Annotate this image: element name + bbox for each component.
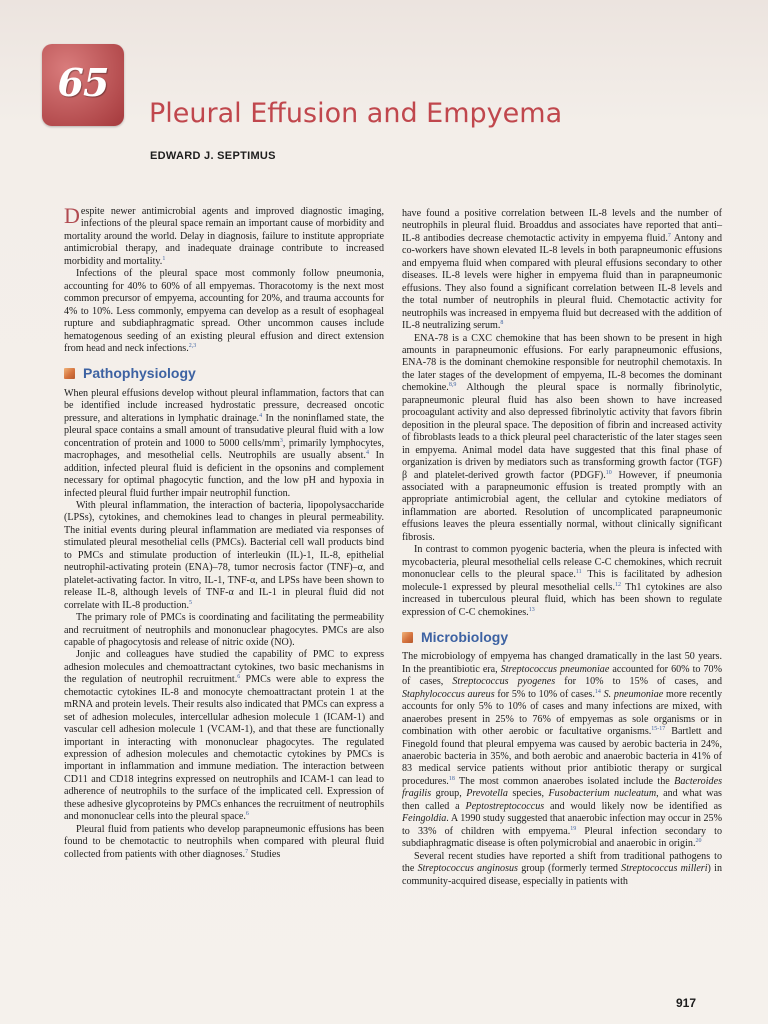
right-paragraph-3: In contrast to common pyogenic bacteria, when the pleura is infected with mycobacteria, pleural mesothelial cells release C-C chemokines, which recruit mononuclear cells to the pleural space.$^{11}$ This is facilitated by adhesion molecule-1 expressed by pleural mesothelial cells.$^{12}$ Th1 cytokines are also increased in tuberculous pleural fluid, which has been shown to regulate expression of C-C chemokines.$^{13}$ [402, 544, 723, 618]
right-column [402, 208, 722, 888]
chapter-number: 65 [57, 60, 109, 105]
patho-paragraph-3: The primary role of PMCs is coordinating and facilitating the permeability and recruitment of neutrophils and mononuclear phagocytes. PMCs are also capable of phagocytosis and release of nitric oxide (NO). [64, 612, 384, 648]
page-number: 917 [676, 996, 697, 1010]
right-paragraph-2: ENA-78 is a CXC chemokine that has been shown to be present in high amounts in parapneumonic effusions. For early parapneumonic effusions, ENA-78 is the dominant chemokine responsible for neutrophil chemotaxis. In the later stages of the development of empyema, IL-8 becomes the dominant chemokine.$^{8,9}$ Although the pleural space is normally fibrinolytic, parapneumonic pleural fluid has also been shown to have increased procoagulant activity and also depressed fibrinolytic activity that favors fibrin deposition in the pleural space. The deposition of fibrin and increased activity of fibroblasts leads to a thick pleural peel characteristic of the later stages seen in empyema. Animal model data have suggested that this final phase of organization is driven by mediators such as transforming growth factor (TGF) β and platelet-derived growth factor (PDGF).$^{10}$ However, if pneumonia associated with a parapneumonic effusion is treated promptly with an appropriate antimicrobial agent, the cellular and cytokine mediators of inflammation are aborted. Resolution of uncomplicated parapneumonic effusions leaves the pleura essentially normal, without clinically significant fibrosis. [402, 332, 722, 543]
microbiology-heading: Microbiology [402, 631, 722, 643]
section-bullet-icon [402, 632, 413, 643]
drop-cap: D [64, 203, 80, 228]
micro-paragraph-2: Several recent studies have reported a shift from traditional pathogens to the Streptococcus anginosus group (formerly termed Streptococcus milleri) in community-acquired disease, especially in patients with [402, 850, 722, 887]
left-column [64, 203, 384, 861]
pathophysiology-heading: Pathophysiology [64, 367, 384, 379]
patho-paragraph-4: Jonjic and colleagues have studied the capability of PMC to express adhesion molecules and chemoattractant cytokines, two basic mechanisms in the regulation of neutrophil recruitment.$^6$ PMCs were able to express the chemotactic cytokines IL-8 and monocyte chemoattractant protein 1 at the mRNA and protein levels. Their results also indicated that PMCs can express a set of adhesion molecules, intercellular adhesion molecule 1 (ICAM-1) and vascular cell adhesion molecule 1 (VCAM-1), and that these are functionally important in interacting with mononuclear phagocytes. The regulated expression of adhesion molecules and chemotactic cytokines by PMCs is important in inflammation and immune mediation. The interaction between CD11 and CD18 integrins expressed on neutrophils and ICAM-1 can lead to adherence of neutrophils to the surface of the implicated cell. Expression of these adhesive glycoproteins by PMCs enhances the recruitment of neutrophils and mononuclear cells into the pleural space.$^6$ [64, 649, 384, 823]
intro-paragraph-2: Infections of the pleural space most commonly follow pneumonia, accounting for 40% to 60% of all empyemas. Thoracotomy is the next most common precursor of empyema, accounting for 20%, and trauma accounts for 4% to 10%. Less commonly, empyema can develop as a result of esophageal rupture and subdiaphragmatic spread. Other uncommon causes include hematogenous seeding of an existing pleural effusion and direct extension from head and neck infections.$^{2,3}$ [64, 268, 384, 354]
patho-paragraph-5: Pleural fluid from patients who develop parapneumonic effusions has been found to be chemotactic to neutrophils when compared with pleural fluid collected from patients with other diagnoses.$^7$ Studies [64, 823, 384, 860]
section-bullet-icon [64, 368, 75, 379]
author-name: EDWARD J. SEPTIMUS [150, 150, 276, 162]
citation: 2,3 [188, 342, 197, 349]
right-paragraph-1: have found a positive correlation between IL-8 levels and the number of neutrophils in pleural fluid. Broaddus and associates have reported that anti–IL-8 antibodies decrease chemotactic activity in empyema fluid.$^7$ Antony and co-workers have shown elevated IL-8 levels in both parapneumonic effusions and empyema fluid when compared with pleural effusions secondary to other diseases. IL-8 levels were higher in empyema fluid than in parapneumonic effusions. They also found a significant correlation between IL-8 levels and the total number of neutrophils in pleural fluid. Chemotactic activity for neutrophils was increased in empyema fluid but decreased with the addition of IL-8 neutralizing serum.$^8$ [402, 208, 722, 332]
chapter-badge [42, 44, 124, 126]
patho-paragraph-2: With pleural inflammation, the interaction of bacteria, lipopolysaccharide (LPSs), cytokines, and chemokines lead to changes in pleural permeability. The initial events during pleural inflammation are mediated via responses of stimulated pleural mesothelial cells (PMCs). Bacterial cell wall products bind to PMCs and stimulate production of interleukin (IL)-1, IL-8, epithelial neutrophil-activating protein (ENA)–78, tumor necrosis factor (TNF)–α, and platelet-activating factor. In vitro, IL-1, TNF-α, and LPSs have been shown to release IL-8, although levels of TNF-α and IL-1 in pleural fluid did not correlate with IL-8 production.$^5$ [64, 499, 384, 611]
intro-paragraph-1: Despite newer antimicrobial agents and improved diagnostic imaging, infections of the pleural space remain an important cause of morbidity and mortality around the world. Delay in diagnosis, failure to institute appropriate antimicrobial therapy, and inadequate drainage contribute to increased morbidity and mortality.$^1$ [64, 203, 384, 267]
patho-paragraph-1: When pleural effusions develop without pleural inflammation, factors that can be identified include increased hydrostatic pressure, decreased oncotic pressure, and alterations in lymphatic drainage.$^4$ In the noninflamed state, the pleural space contains a small amount of transudative pleural fluid with a low concentration of protein and 1000 to 5000 cells/$mm^3$, primarily lymphocytes, macrophages, and mesothelial cells. Neutrophils are usually absent.$^4$ In addition, infected pleural fluid is deficient in the opsonins and complement necessary for optimal phagocytic function, and the low pH and hypoxia in infected pleural fluid further impair neutrophil function. [64, 387, 384, 499]
citation: 1 [162, 255, 166, 262]
micro-paragraph-1: The microbiology of empyema has changed dramatically in the last 50 years. In the preantibiotic era, Streptococcus pneumoniae accounted for 60% to 70% of cases, Streptococcus pyogenes for 10% to 15% of cases, and Staphylococcus aureus for 5% to 10% of cases.$^{14}$ S. pneumoniae more recently accounts for only 5% to 10% of cases and many infections are mixed, with anaerobes present in 25% to 76% of empyemas as sole organisms or in combination with other aerobic or facultative organisms.$^{15-17}$ Bartlett and Finegold found that pleural empyema was caused by aerobic bacteria in 24%, anaerobic bacteria in 35%, and both aerobic and anaerobic bacteria in 41% of 83 medical service patients without prior antibiotic therapy or surgical procedures.$^{18}$ The most common anaerobes isolated include the Bacteroides fragilis group, Prevotella species, Fusobacterium nucleatum, and what was then called a Peptostreptococcus and would likely now be identified as Feingoldia. A 1990 study suggested that anaerobic infection may occur in 25% to 33% of children with empyema.$^{19}$ Pleural infection secondary to subdiaphragmatic disease is often polymicrobial and anaerobic in origin.$^{20}$ [402, 651, 723, 850]
chapter-title: Pleural Effusion and Empyema [149, 98, 563, 129]
